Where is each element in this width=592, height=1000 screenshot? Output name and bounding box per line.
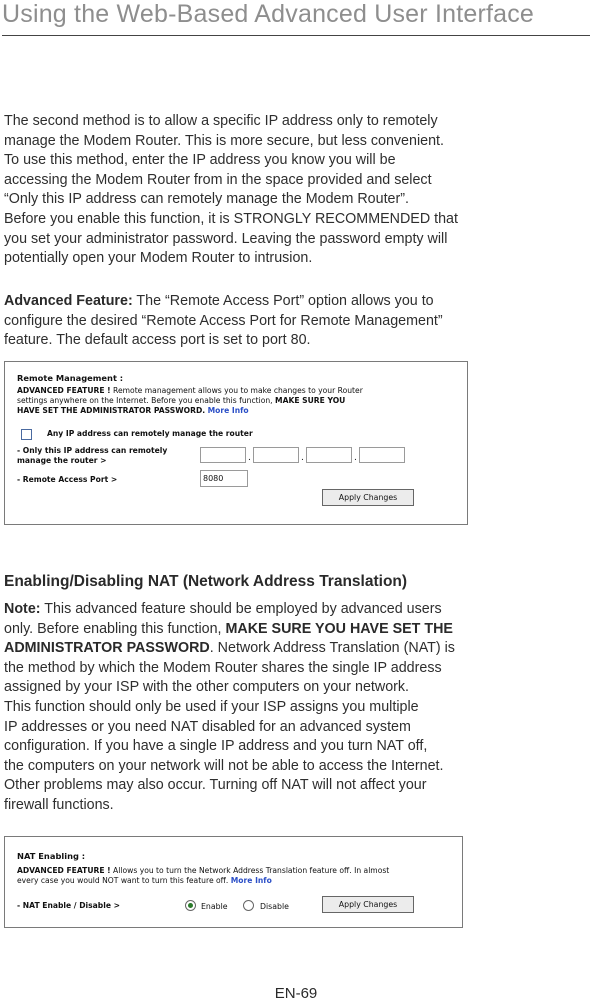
- nat-line: This function should only be used if your ISP assigns you multiple: [4, 698, 419, 715]
- nat-section-heading: Enabling/Disabling NAT (Network Address Translation): [4, 573, 408, 590]
- advanced-feature-paragraph: [4, 292, 588, 351]
- ip-octet-2-input[interactable]: [253, 447, 299, 463]
- nat-enabling-panel: [4, 836, 463, 928]
- more-info-link[interactable]: More Info: [230, 876, 272, 885]
- intro-paragraph: [4, 112, 588, 269]
- ip-octet-4-input[interactable]: [359, 447, 405, 463]
- any-ip-label: Any IP address can remotely manage the router: [47, 429, 253, 438]
- intro-line: you set your administrator password. Leaving the password empty will: [4, 230, 448, 247]
- nat-line: IP addresses or you need NAT disabled for an advanced system: [4, 718, 411, 735]
- nat-line: configuration. If you have a single IP address and you turn NAT off,: [4, 738, 428, 755]
- advanced-feature-text: feature. The default access port is set to port 80.: [4, 332, 311, 349]
- nat-enable-label: Enable: [201, 902, 228, 911]
- advanced-feature-tag: ADVANCED FEATURE !: [17, 386, 111, 395]
- header-divider: [2, 35, 590, 36]
- nat-line: the computers on your network will not be able to access the Internet.: [4, 757, 444, 774]
- nat-disable-radio[interactable]: [243, 900, 254, 911]
- nat-enabling-description: ADVANCED FEATURE ! Allows you to turn the Network Address Translation feature off. In almost every case you would NOT want to turn this feature off. More Info: [17, 866, 390, 885]
- advanced-feature-text: The “Remote Access Port” option allows you to: [132, 293, 434, 309]
- only-ip-label: - Only this IP address can remotely manage the router >: [17, 446, 168, 465]
- apply-changes-button[interactable]: Apply Changes: [322, 489, 414, 506]
- any-ip-checkbox[interactable]: [21, 429, 32, 440]
- nat-line: assigned by your ISP with the other computers on your network.: [4, 679, 410, 696]
- more-info-link[interactable]: More Info: [207, 406, 249, 415]
- page-header-title: Using the Web-Based Advanced User Interface: [2, 0, 535, 28]
- nat-apply-changes-button[interactable]: Apply Changes: [322, 896, 414, 913]
- remote-management-title: Remote Management :: [17, 373, 124, 383]
- ip-octet-1-input[interactable]: [200, 447, 246, 463]
- remote-management-description: ADVANCED FEATURE ! Remote management allows you to make changes to your Router settings anywhere on the Internet. Before you enable this function, MAKE SURE YOU HAVE SET THE ADMINISTRATOR PASSWORD. More Info: [17, 386, 363, 415]
- intro-line: To use this method, enter the IP address you know you will be: [4, 152, 396, 169]
- nat-line: Other problems may also occur. Turning off NAT will not affect your: [4, 777, 427, 794]
- nat-toggle-label: - NAT Enable / Disable >: [17, 901, 120, 910]
- nat-note-paragraph: Note: This advanced feature should be employed by advanced users only. Before enabling this function, MAKE SURE YOU HAVE SET THE ADMINISTRATOR PASSWORD. Network Address Translation (NAT) is the method by which the Modem Router shares the single IP address assigned by your ISP with the other computers on your network. This function should only be used if your ISP assigns you multiple IP addresses or you need NAT disabled for an advanced system configuration. If you have a single IP address and you turn NAT off, the computers on your network will not be able to access the Internet. Other problems may also occur. Turning off NAT will not affect your firewall functions.: [4, 600, 588, 816]
- ip-octet-3-input[interactable]: [306, 447, 352, 463]
- nat-enable-radio[interactable]: [185, 900, 196, 911]
- intro-line: The second method is to allow a specific IP address only to remotely: [4, 113, 438, 129]
- intro-line: “Only this IP address can remotely manage the Modem Router”.: [4, 191, 409, 208]
- note-label: Note:: [4, 601, 41, 617]
- nat-line: firewall functions.: [4, 796, 114, 813]
- page-number: EN-69: [274, 985, 318, 1000]
- remote-access-port-input[interactable]: 8080: [200, 470, 248, 487]
- remote-access-port-label: - Remote Access Port >: [17, 475, 118, 484]
- advanced-feature-tag: ADVANCED FEATURE !: [17, 866, 111, 875]
- intro-line: accessing the Modem Router from in the space provided and select: [4, 171, 432, 188]
- intro-line: manage the Modem Router. This is more secure, but less convenient.: [4, 132, 444, 149]
- intro-line: Before you enable this function, it is STRONGLY RECOMMENDED that: [4, 210, 458, 227]
- intro-line: potentially open your Modem Router to intrusion.: [4, 250, 313, 267]
- advanced-feature-text: configure the desired “Remote Access Port for Remote Management”: [4, 312, 443, 329]
- remote-management-panel: Remote Management : ADVANCED FEATURE ! Remote management allows you to make changes to your Router settings anywhere on the Internet. Before you enable this function, MAKE SURE YOU HAVE SET THE ADMINISTRATOR PASSWORD. More Info Any IP address can remotely manage the router - Only this IP address can remotely manage the router > . . . - Remote Access Port > 8080 Apply Changes: [4, 361, 468, 525]
- nat-disable-label: Disable: [260, 902, 289, 911]
- advanced-feature-label: Advanced Feature:: [4, 293, 133, 309]
- nat-line: the method by which the Modem Router shares the single IP address: [4, 659, 442, 676]
- nat-enabling-title: NAT Enabling :: [17, 851, 86, 861]
